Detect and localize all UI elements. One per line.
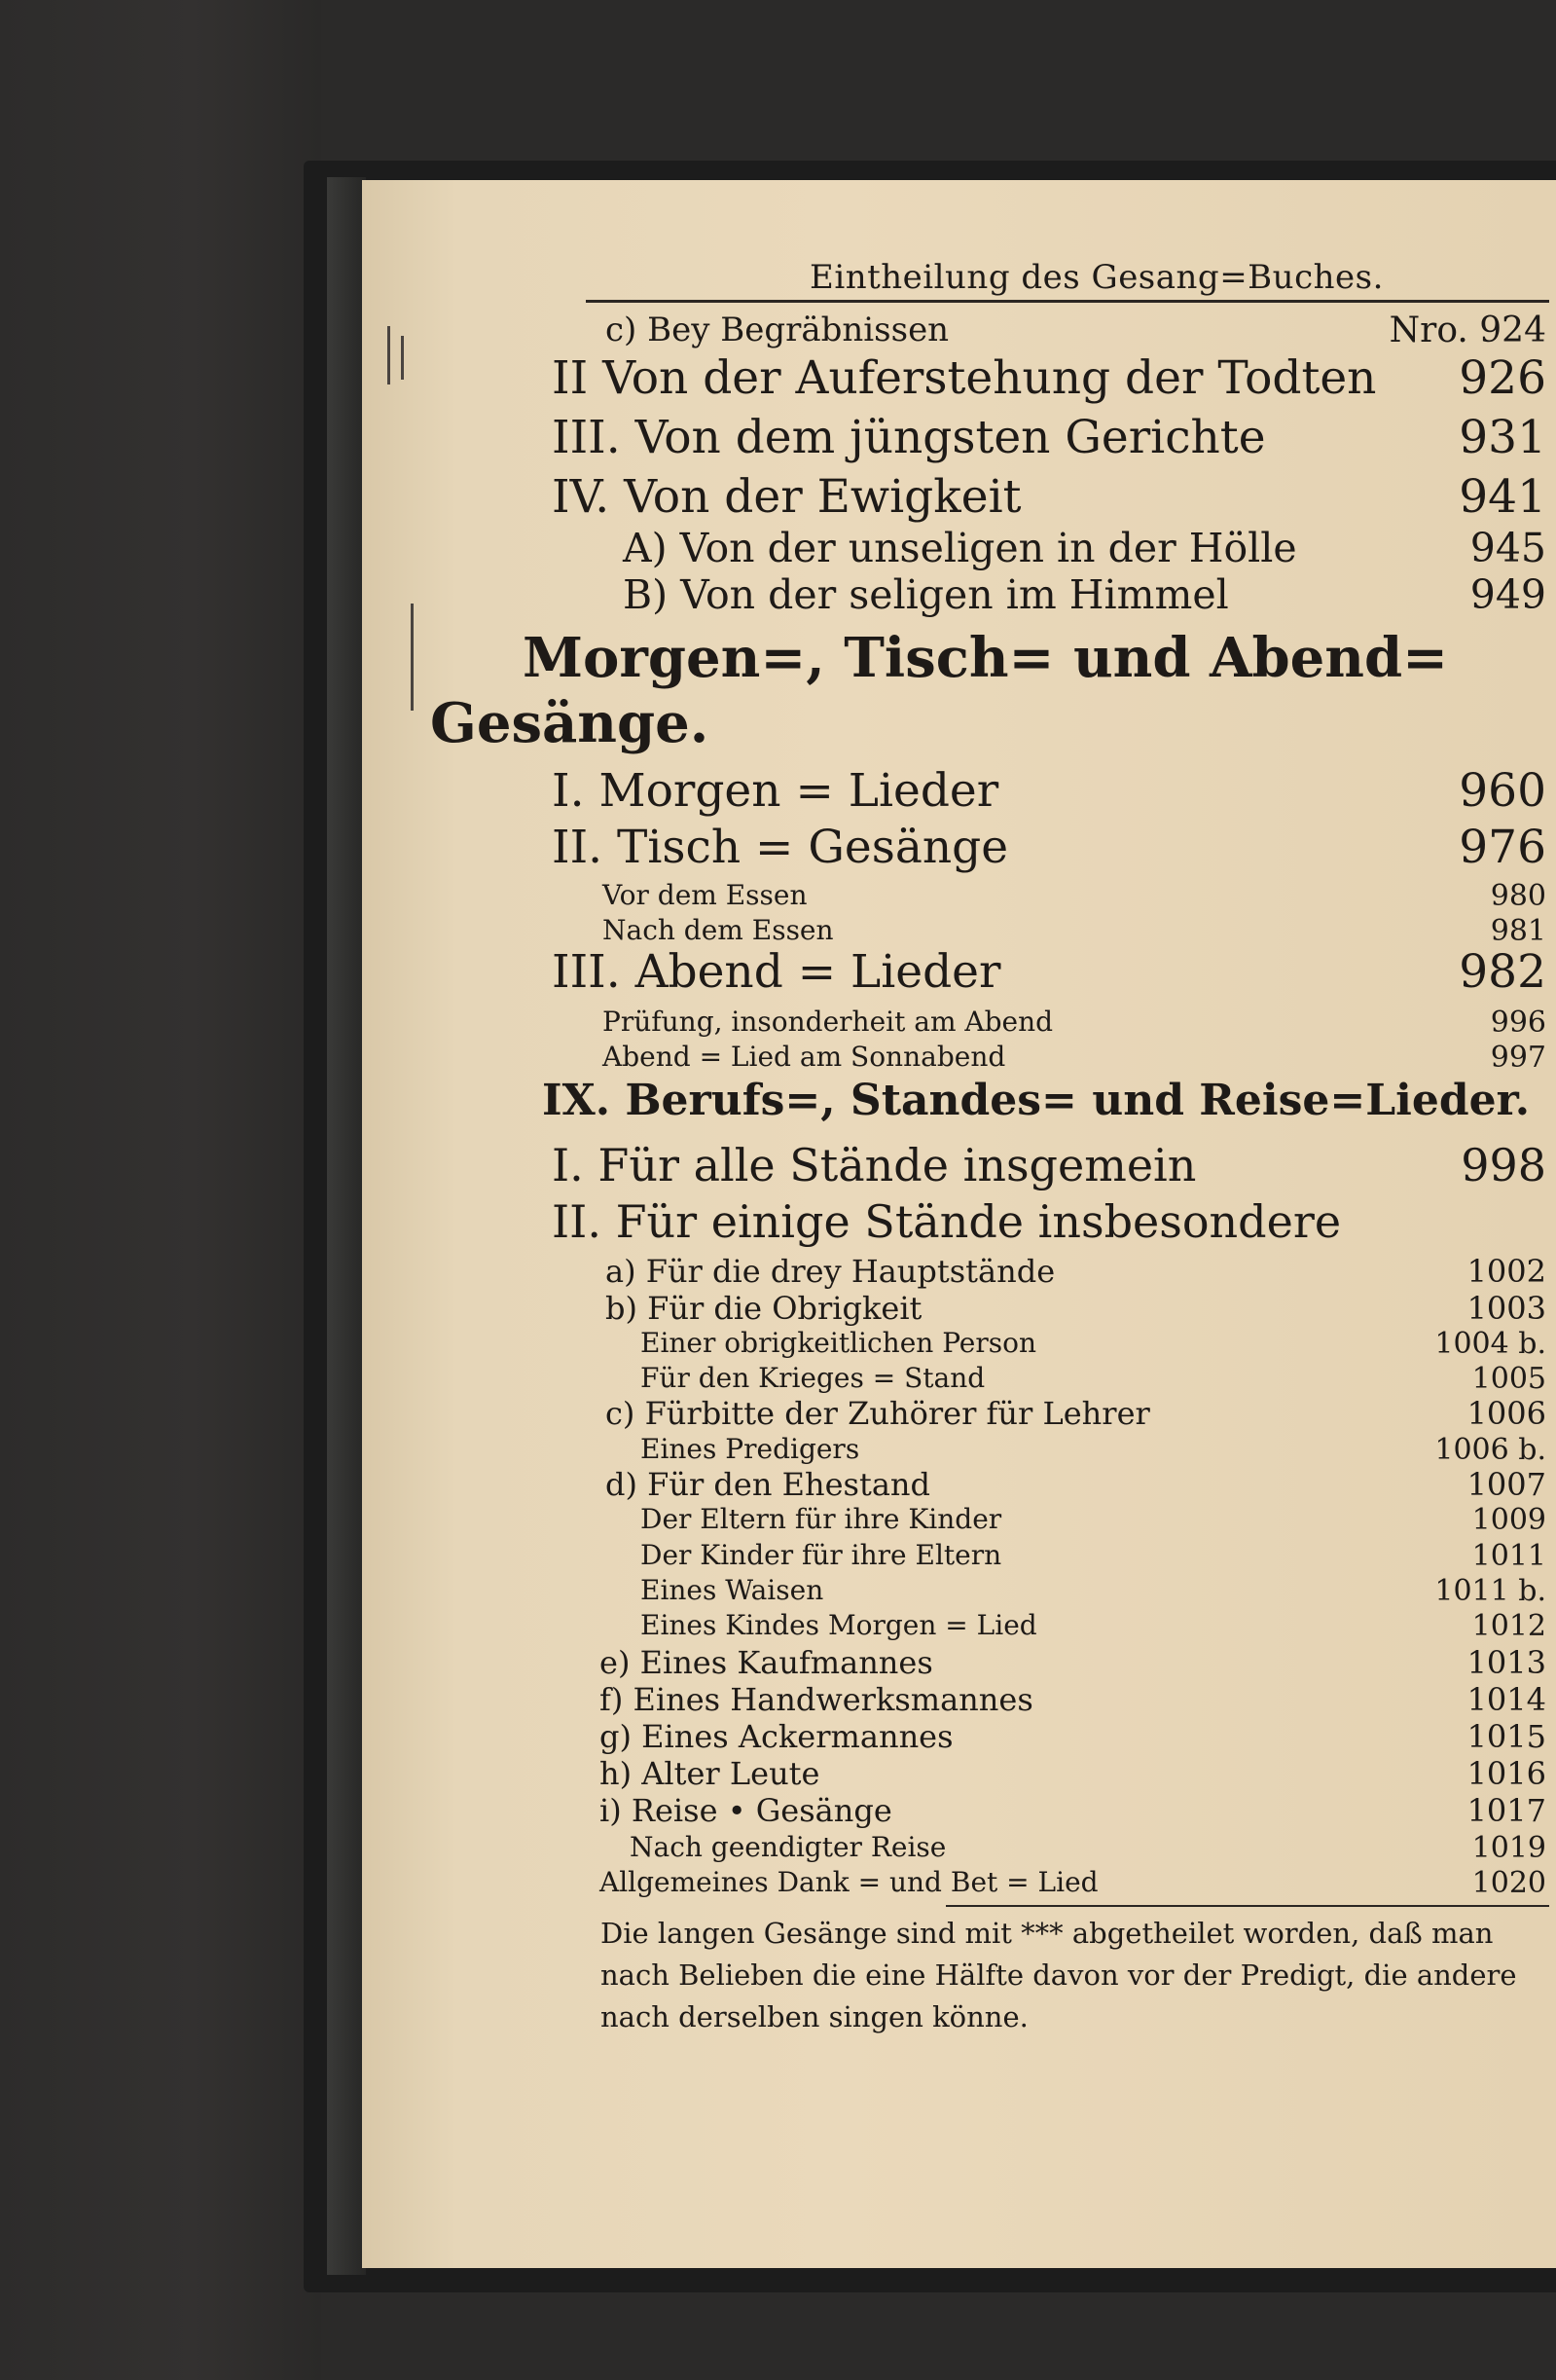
toc-row <box>362 1006 1556 1039</box>
toc-number: 1003 <box>1466 1290 1546 1327</box>
toc-row <box>362 1395 1556 1432</box>
toc-row <box>362 1076 1556 1136</box>
toc-label: Der Kinder für ihre Eltern <box>640 1539 1002 1571</box>
toc-label: h) Alter Leute <box>599 1755 820 1792</box>
toc-row <box>362 1718 1556 1755</box>
toc-number: 981 <box>1490 914 1546 948</box>
toc-row <box>362 1609 1556 1642</box>
toc-number: 931 <box>1459 411 1546 464</box>
toc-number: 998 <box>1461 1139 1546 1191</box>
toc-number: 1002 <box>1466 1253 1546 1290</box>
book-page <box>362 180 1556 2268</box>
toc-row <box>362 1866 1556 1899</box>
toc-label: Eines Predigers <box>640 1433 860 1465</box>
footnote-line: Die langen Gesänge sind mit *** abgetheilet worden, daß man <box>600 1917 1494 1950</box>
toc-label: e) Eines Kaufmannes <box>599 1644 933 1681</box>
toc-row <box>362 351 1556 406</box>
toc-row <box>362 311 1556 349</box>
toc-number: 949 <box>1469 571 1546 618</box>
toc-number: 1019 <box>1471 1831 1546 1865</box>
toc-row <box>362 1574 1556 1607</box>
toc-label: f) Eines Handwerksmannes <box>599 1681 1033 1718</box>
toc-label: Nach dem Essen <box>602 914 834 946</box>
toc-row <box>362 1253 1556 1290</box>
toc-row <box>362 1755 1556 1792</box>
toc-row <box>362 1041 1556 1074</box>
cover-edge <box>327 177 366 2275</box>
toc-label: c) Bey Begräbnissen <box>605 311 950 349</box>
section-heading: IX. Berufs=, Standes= und Reise=Lieder. <box>542 1076 1531 1125</box>
toc-number: 982 <box>1459 945 1546 999</box>
toc-number: 1015 <box>1466 1718 1546 1755</box>
toc-number: 945 <box>1469 525 1546 571</box>
toc-row <box>362 411 1556 465</box>
footnote <box>600 1913 1535 2038</box>
toc-number: 976 <box>1459 821 1546 874</box>
margin-mark <box>401 336 404 380</box>
margin-mark <box>411 604 414 711</box>
toc-label: Eines Kindes Morgen = Lied <box>640 1609 1037 1641</box>
toc-row <box>362 1195 1556 1248</box>
toc-label: a) Für die drey Hauptstände <box>605 1253 1056 1290</box>
toc-label: c) Fürbitte der Zuhörer für Lehrer <box>605 1395 1150 1432</box>
toc-number: 1020 <box>1471 1866 1546 1900</box>
toc-label: Vor dem Essen <box>602 879 808 911</box>
toc-label: Der Eltern für ihre Kinder <box>640 1503 1002 1535</box>
toc-number: 1006 b. <box>1434 1433 1546 1467</box>
toc-label: A) Von der unseligen in der Hölle <box>623 525 1297 571</box>
toc-row <box>362 1466 1556 1503</box>
toc-row <box>362 1327 1556 1360</box>
toc-number: 1017 <box>1466 1792 1546 1829</box>
toc-label: i) Reise • Gesänge <box>599 1792 892 1829</box>
toc-number: 1012 <box>1471 1609 1546 1643</box>
toc-label: III. Abend = Lieder <box>552 945 1001 999</box>
toc-row <box>362 571 1556 618</box>
toc-number: 1005 <box>1471 1362 1546 1396</box>
toc-number: 1011 b. <box>1434 1574 1546 1608</box>
toc-number: 926 <box>1459 351 1546 405</box>
toc-number: 1009 <box>1471 1503 1546 1537</box>
section-heading: Morgen=, Tisch= und Abend= <box>523 626 1449 690</box>
toc-label: IV. Von der Ewigkeit <box>552 470 1022 524</box>
toc-number: 980 <box>1490 879 1546 913</box>
toc-label: Prüfung, insonderheit am Abend <box>602 1006 1054 1038</box>
toc-number: 960 <box>1459 764 1546 818</box>
section-heading: Gesänge. <box>430 691 709 755</box>
toc-label: B) Von der seligen im Himmel <box>623 571 1229 618</box>
toc-label: g) Eines Ackermannes <box>599 1718 954 1755</box>
toc-label: I. Für alle Stände insgemein <box>552 1139 1197 1191</box>
toc-number: 1004 b. <box>1434 1327 1546 1361</box>
toc-number: 1014 <box>1466 1681 1546 1718</box>
toc-row <box>362 764 1556 819</box>
toc-label: Allgemeines Dank = und Bet = Lied <box>599 1866 1099 1898</box>
head-rule <box>586 300 1549 303</box>
toc-row <box>362 1290 1556 1327</box>
background-left <box>0 0 321 2380</box>
toc-label: d) Für den Ehestand <box>605 1466 930 1503</box>
toc-label: II. Für einige Stände insbesondere <box>552 1195 1342 1248</box>
footnote-rule <box>946 1905 1549 1907</box>
toc-label: III. Von dem jüngsten Gerichte <box>552 411 1266 464</box>
toc-label: Für den Krieges = Stand <box>640 1362 986 1394</box>
toc-label: Abend = Lied am Sonnabend <box>602 1041 1006 1073</box>
toc-row <box>362 1539 1556 1572</box>
toc-row <box>362 1831 1556 1864</box>
margin-mark <box>387 326 390 384</box>
toc-row <box>362 1503 1556 1536</box>
toc-row <box>362 821 1556 875</box>
toc-number: 941 <box>1459 470 1546 524</box>
toc-label: Eines Waisen <box>640 1574 824 1606</box>
toc-row <box>362 1362 1556 1395</box>
toc-number: 1007 <box>1466 1466 1546 1503</box>
toc-number: Nro. 924 <box>1389 311 1546 350</box>
toc-label: b) Für die Obrigkeit <box>605 1290 923 1327</box>
toc-label: Nach geendigter Reise <box>630 1831 947 1863</box>
toc-number: 996 <box>1490 1006 1546 1040</box>
toc-number: 1011 <box>1471 1539 1546 1573</box>
toc-label: II Von der Auferstehung der Todten <box>552 351 1377 405</box>
toc-row <box>362 1139 1556 1191</box>
toc-row <box>362 470 1556 525</box>
footnote-line: nach derselben singen könne. <box>600 2000 1029 2033</box>
toc-row <box>362 945 1556 1000</box>
toc-row <box>362 879 1556 912</box>
footnote-line: nach Belieben die eine Hälfte davon vor der Predigt, die andere <box>600 1959 1517 1992</box>
toc-label: I. Morgen = Lieder <box>552 764 999 818</box>
toc-number: 1006 <box>1466 1395 1546 1432</box>
toc-label: Einer obrigkeitlichen Person <box>640 1327 1036 1359</box>
toc-number: 1013 <box>1466 1644 1546 1681</box>
running-head: Eintheilung des Gesang=Buches. <box>810 258 1384 297</box>
toc-row <box>362 525 1556 571</box>
toc-row <box>362 914 1556 947</box>
toc-row <box>362 1681 1556 1718</box>
toc-number: 1016 <box>1466 1755 1546 1792</box>
toc-row <box>362 1644 1556 1681</box>
toc-row <box>362 1792 1556 1829</box>
toc-number: 997 <box>1490 1041 1546 1075</box>
toc-row <box>362 1433 1556 1466</box>
toc-label: II. Tisch = Gesänge <box>552 821 1009 874</box>
